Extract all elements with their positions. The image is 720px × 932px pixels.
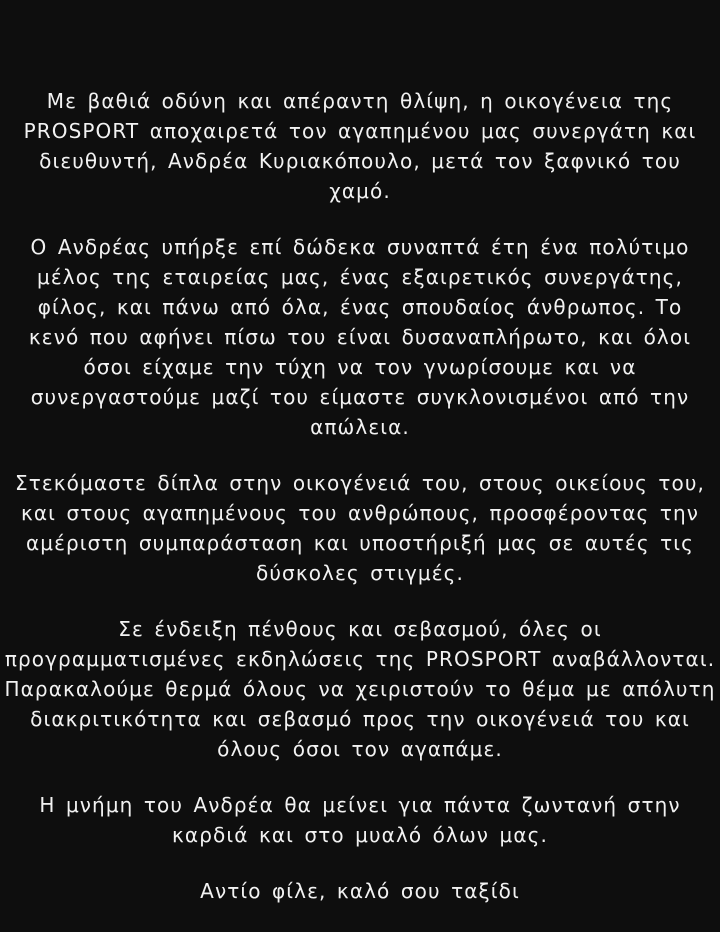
text-line: και στους αγαπημένους του ανθρώπους, προσφέροντας την <box>20 501 700 525</box>
text-line: Σε ένδειξη πένθους και σεβασμού, όλες οι <box>118 617 602 641</box>
paragraph-announcement <box>0 86 720 206</box>
text-line: απώλεια. <box>310 415 410 439</box>
text-line: διακριτικότητα και σεβασμό προς την οικογένειά του και <box>30 707 690 731</box>
text-line: Η μνήμη του Ανδρέα θα μείνει για πάντα ζωντανή στην <box>39 793 681 817</box>
text-line: συνεργαστούμε μαζί του είμαστε συγκλονισμένοι από την <box>30 385 690 409</box>
text-line: κενό που αφήνει πίσω του είναι δυσαναπλήρωτο, και όλοι <box>28 325 692 349</box>
paragraph-tribute <box>0 232 720 442</box>
text-line: Στεκόμαστε δίπλα στην οικογένειά του, στους οικείους του, <box>15 471 705 495</box>
text-line: Με βαθιά οδύνη και απέραντη θλίψη, η οικογένεια της <box>46 89 674 113</box>
paragraph-support <box>0 468 720 588</box>
text-line: όλους όσοι τον αγαπάμε. <box>217 737 503 761</box>
paragraph-events-postponed <box>0 614 720 764</box>
text-line: όσοι είχαμε την τύχη να τον γνωρίσουμε και να <box>83 355 637 379</box>
text-line: φίλος, και πάνω από όλα, ένας σπουδαίος άνθρωπος. Το <box>37 295 683 319</box>
text-line: προγραμματισμένες εκδηλώσεις της PROSPORT αναβάλλονται. <box>4 647 716 671</box>
text-line: μέλος της εταιρείας μας, ένας εξαιρετικός συνεργάτης, <box>37 265 683 289</box>
text-line: αμέριστη συμπαράσταση και υποστήριξή μας σε αυτές τις <box>25 531 694 555</box>
text-line: χαμό. <box>329 179 391 203</box>
text-line: Ο Ανδρέας υπήρξε επί δώδεκα συναπτά έτη ένα πολύτιμο <box>30 235 690 259</box>
paragraph-farewell <box>0 876 720 906</box>
text-line: καρδιά και στο μυαλό όλων μας. <box>172 823 548 847</box>
paragraph-memory <box>0 790 720 850</box>
text-line: διευθυντή, Ανδρέα Κυριακόπουλο, μετά τον ξαφνικό του <box>39 149 681 173</box>
text-line: PROSPORT αποχαιρετά τον αγαπημένου μας συνεργάτη και <box>23 119 697 143</box>
text-line: δύσκολες στιγμές. <box>256 561 464 585</box>
text-line: Παρακαλούμε θερμά όλους να χειριστούν το θέμα με απόλυτη <box>4 677 716 701</box>
text-line: Αντίο φίλε, καλό σου ταξίδι <box>200 879 520 903</box>
memorial-statement <box>0 86 720 932</box>
